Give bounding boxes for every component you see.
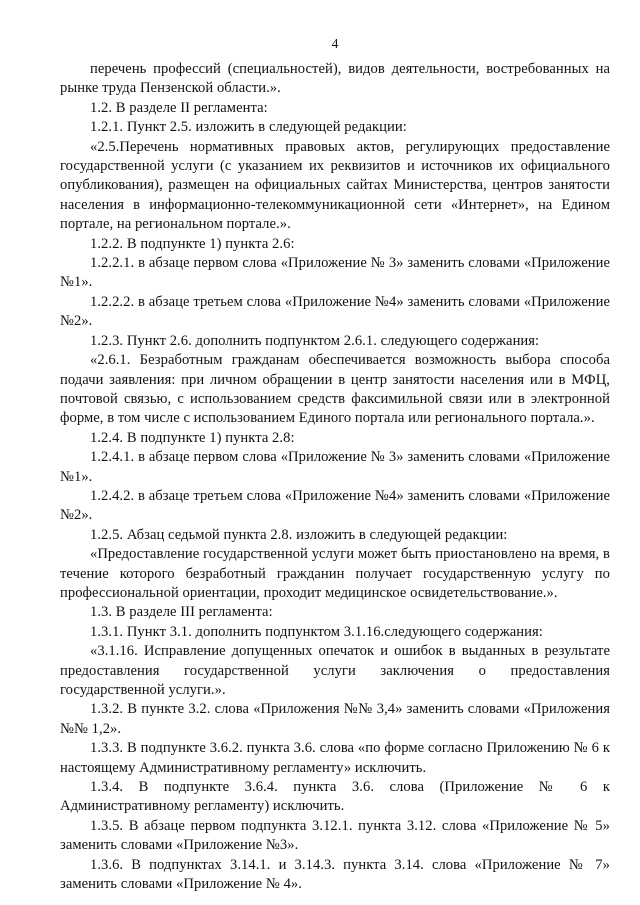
paragraph-1-2-5: 1.2.5. Абзац седьмой пункта 2.8. изложить в следующей редакции: [90, 526, 508, 543]
paragraph-1-3-4: 1.3.4. В подпункте 3.6.4. пункта 3.6. слова (Приложение № 6 к Административному регламенту) исключить. [60, 779, 610, 815]
page-number: 4 [331, 36, 339, 51]
paragraph-suspension-quote: «Предоставление государственной услуги может быть приостановлено на время, в течение которого безработный гражданин получает государственную услугу по профессиональной ориентации, проходит медицинское освидетельствование.». [60, 546, 610, 601]
paragraph-2-6-1-quote: «2.6.1. Безработным гражданам обеспечивается возможность выбора способа подачи заявления: при личном обращении в центр занятости населения или в МФЦ, почтовой связью, с использованием средств факсимильной связи или в электронной форме, в том числе с использованием Единого портала или регионального портала.». [60, 352, 610, 427]
paragraph-1-2-4: 1.2.4. В подпункте 1) пункта 2.8: [90, 429, 295, 446]
paragraph-1-2-4-1: 1.2.4.1. в абзаце первом слова «Приложение № 3» заменить словами «Приложение №1». [60, 449, 610, 485]
paragraph-1-3-2: 1.3.2. В пункте 3.2. слова «Приложения №№ 3,4» заменить словами «Приложения №№ 1,2». [60, 701, 610, 737]
paragraph-1-2-2: 1.2.2. В подпункте 1) пункта 2.6: [90, 235, 295, 252]
paragraph-1-2: 1.2. В разделе II регламента: [90, 99, 268, 116]
paragraph-1-3-5: 1.3.5. В абзаце первом подпункта 3.12.1. пункта 3.12. слова «Приложение № 5» заменить словами «Приложение №3». [60, 817, 610, 854]
paragraph-1-3-6: 1.3.6. В подпунктах 3.14.1. и 3.14.3. пункта 3.14. слова «Приложение № 7» заменить словами «Приложение № 4». [60, 856, 610, 893]
paragraph-professions-list: перечень профессий (специальностей), видов деятельности, востребованных на рынке труда Пензенской области.». [60, 61, 610, 97]
paragraph-1-3-1: 1.3.1. Пункт 3.1. дополнить подпунктом 3.1.16.следующего содержания: [90, 623, 543, 640]
paragraph-1-2-2-2: 1.2.2.2. в абзаце третьем слова «Приложение №4» заменить словами «Приложение №2». [60, 293, 610, 330]
paragraph-1-3: 1.3. В разделе III регламента: [90, 604, 273, 621]
paragraph-1-3-3: 1.3.3. В подпункте 3.6.2. пункта 3.6. слова «по форме согласно Приложению № 6 к настоящему Административному регламенту» исключить. [60, 740, 610, 776]
document-page [60, 34, 610, 894]
paragraph-1-2-3: 1.2.3. Пункт 2.6. дополнить подпунктом 2.6.1. следующего содержания: [90, 332, 540, 349]
paragraph-1-2-4-2: 1.2.4.2. в абзаце третьем слова «Приложение №4» заменить словами «Приложение №2». [60, 487, 610, 524]
paragraph-1-2-2-1: 1.2.2.1. в абзаце первом слова «Приложение № 3» заменить словами «Приложение №1». [60, 255, 610, 291]
paragraph-2-5-quote: «2.5.Перечень нормативных правовых актов, регулирующих предоставление государственной услуги (с указанием их реквизитов и источников их официального опубликования), размещен на официальных сайтах Министерства, центров занятости населения в информационно-телекоммуникационной сети «Интернет», на Едином портале, на региональном портале.». [60, 138, 610, 233]
paragraph-3-1-16-quote: «3.1.16. Исправление допущенных опечаток и ошибок в выданных в результате предоставления государственной услуги заключения о предоставления государственной услуги.». [60, 643, 610, 698]
paragraph-1-2-1: 1.2.1. Пункт 2.5. изложить в следующей редакции: [90, 119, 407, 136]
